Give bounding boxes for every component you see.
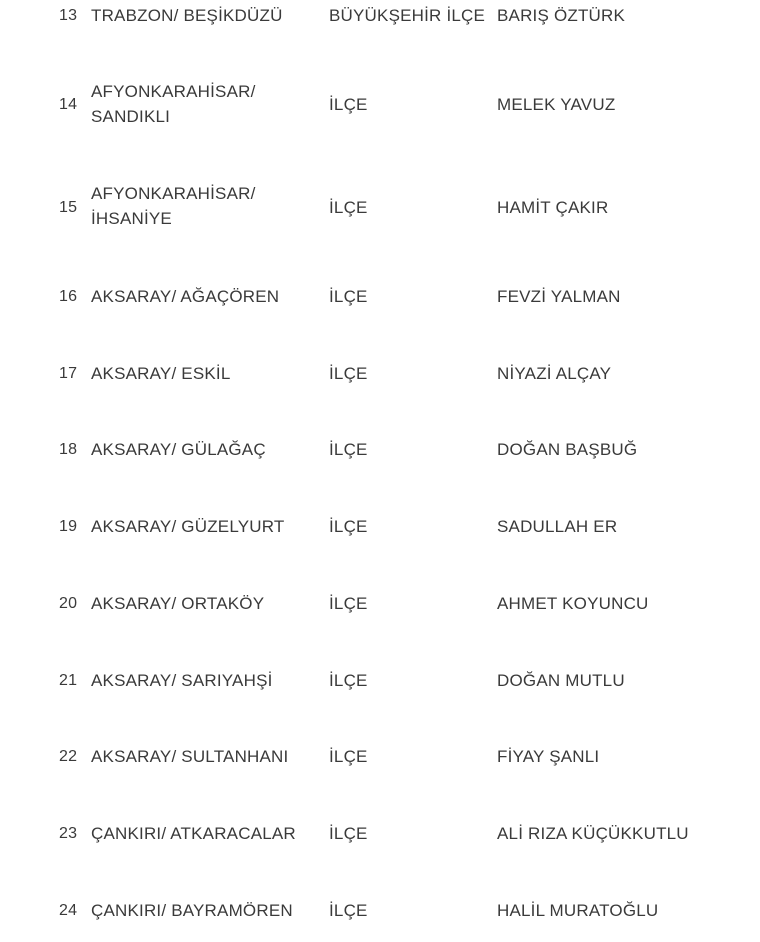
row-name: AHMET KOYUNCU bbox=[497, 594, 649, 613]
row-place: AFYONKARAHİSAR/ SANDIKLI bbox=[91, 82, 256, 126]
row-name: SADULLAH ER bbox=[497, 517, 618, 536]
row-name: BARIŞ ÖZTÜRK bbox=[497, 6, 626, 25]
row-number: 22 bbox=[59, 748, 78, 765]
row-name: DOĞAN MUTLU bbox=[497, 671, 625, 690]
row-name: MELEK YAVUZ bbox=[497, 95, 616, 114]
row-place: AKSARAY/ GÜLAĞAÇ bbox=[91, 440, 266, 459]
row-name: FEVZİ YALMAN bbox=[497, 287, 621, 306]
row-type: İLÇE bbox=[329, 287, 368, 306]
row-name: FİYAY ŞANLI bbox=[497, 747, 600, 766]
row-type: İLÇE bbox=[329, 440, 368, 459]
row-name: HAMİT ÇAKIR bbox=[497, 198, 609, 217]
row-type: İLÇE bbox=[329, 594, 368, 613]
row-type: İLÇE bbox=[329, 671, 368, 690]
row-number: 21 bbox=[59, 672, 78, 689]
row-place: AFYONKARAHİSAR/ İHSANİYE bbox=[91, 184, 256, 228]
row-name: NİYAZİ ALÇAY bbox=[497, 364, 612, 383]
row-number: 23 bbox=[59, 825, 78, 842]
row-number: 13 bbox=[59, 7, 78, 24]
row-number: 15 bbox=[59, 199, 78, 216]
row-place: AKSARAY/ SULTANHANI bbox=[91, 747, 289, 766]
row-type: İLÇE bbox=[329, 901, 368, 920]
row-place: AKSARAY/ ESKİL bbox=[91, 364, 231, 383]
row-type: İLÇE bbox=[329, 95, 368, 114]
row-type: İLÇE bbox=[329, 824, 368, 843]
row-number: 20 bbox=[59, 595, 78, 612]
row-place: AKSARAY/ AĞAÇÖREN bbox=[91, 287, 280, 306]
row-type: İLÇE bbox=[329, 517, 368, 536]
row-place: AKSARAY/ GÜZELYURT bbox=[91, 517, 285, 536]
row-name: ALİ RIZA KÜÇÜKKUTLU bbox=[497, 824, 689, 843]
row-type: İLÇE bbox=[329, 364, 368, 383]
row-number: 17 bbox=[59, 365, 78, 382]
row-place: AKSARAY/ SARIYAHŞİ bbox=[91, 671, 273, 690]
row-type: İLÇE bbox=[329, 747, 368, 766]
row-number: 14 bbox=[59, 96, 78, 113]
row-number: 24 bbox=[59, 902, 78, 919]
row-number: 18 bbox=[59, 441, 78, 458]
row-place: AKSARAY/ ORTAKÖY bbox=[91, 594, 265, 613]
row-number: 19 bbox=[59, 518, 78, 535]
row-type: BÜYÜKŞEHİR İLÇE bbox=[329, 6, 486, 25]
row-place: ÇANKIRI/ ATKARACALAR bbox=[91, 824, 296, 843]
row-place: TRABZON/ BEŞİKDÜZÜ bbox=[91, 6, 283, 25]
row-name: HALİL MURATOĞLU bbox=[497, 901, 659, 920]
row-type: İLÇE bbox=[329, 198, 368, 217]
row-place: ÇANKIRI/ BAYRAMÖREN bbox=[91, 901, 293, 920]
row-number: 16 bbox=[59, 288, 78, 305]
row-name: DOĞAN BAŞBUĞ bbox=[497, 440, 638, 459]
